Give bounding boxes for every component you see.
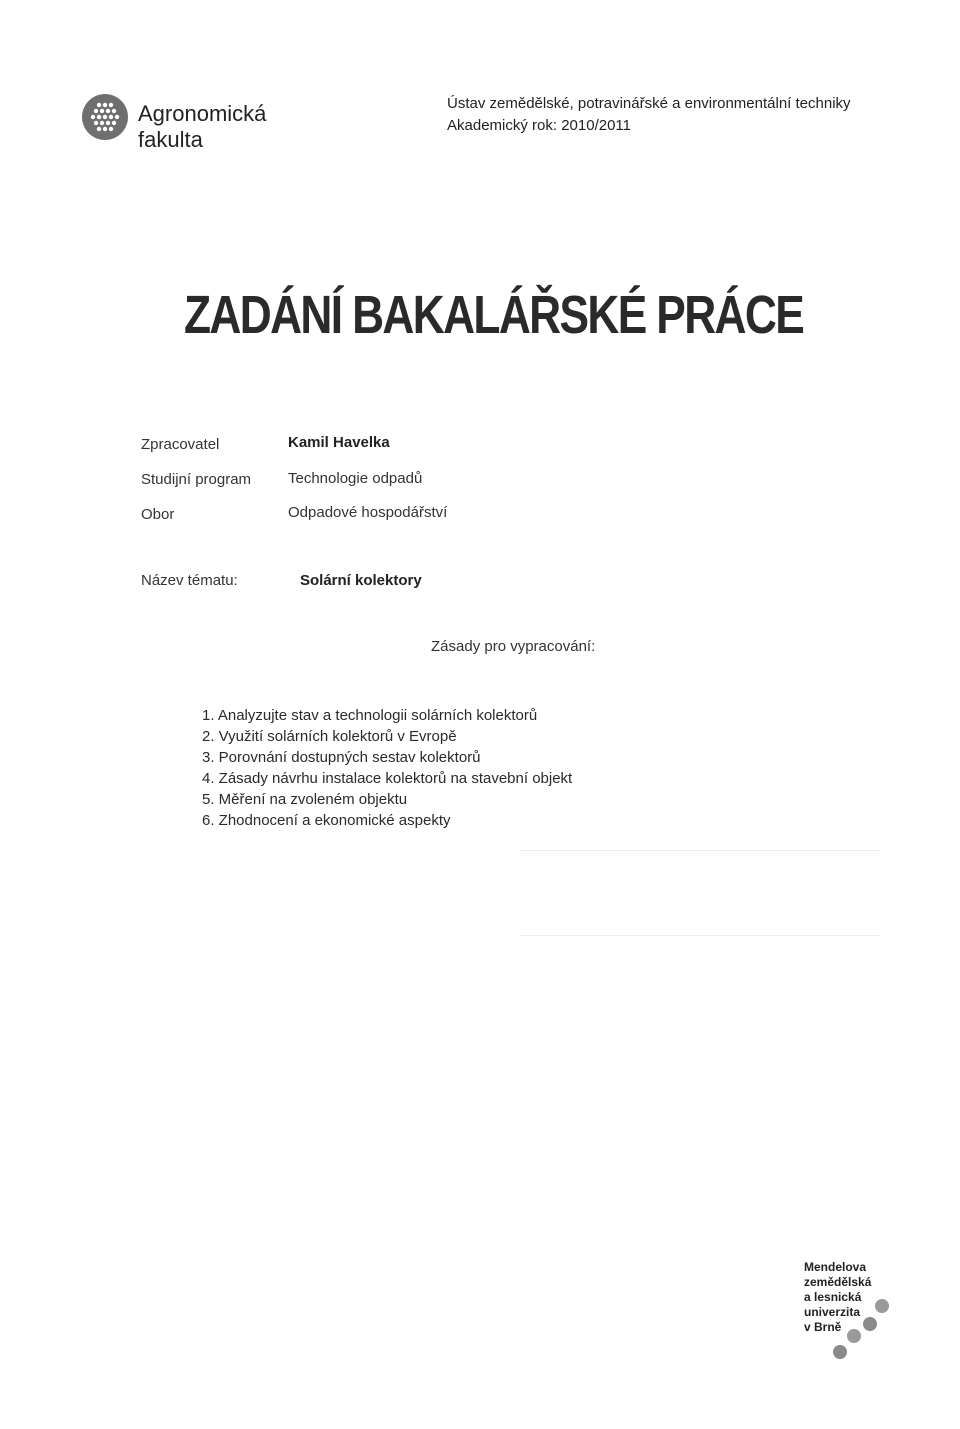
faculty-name [138, 101, 266, 153]
list-item: 1. Analyzujte stav a technologii solárních kolektorů [202, 707, 538, 724]
faculty-logo-icon [82, 94, 128, 140]
university-line2: zemědělská [804, 1275, 872, 1289]
list-item: 5. Měření na zvoleném objektu [202, 791, 408, 808]
field-label-author: Zpracovatel [141, 436, 220, 453]
list-item: 2. Využití solárních kolektorů v Evropě [202, 728, 457, 745]
university-line5: v Brně [804, 1320, 842, 1334]
field-value-program: Technologie odpadů [288, 470, 423, 487]
academic-year: Akademický rok: 2010/2011 [447, 117, 631, 134]
bleed-through-line [520, 935, 880, 936]
list-item: 4. Zásady návrhu instalace kolektorů na stavební objekt [202, 770, 573, 787]
university-line1: Mendelova [804, 1260, 867, 1274]
list-item: 3. Porovnání dostupných sestav kolektorů [202, 749, 481, 766]
topic-label: Název tématu: [141, 572, 238, 589]
university-dots-icon [830, 1296, 900, 1370]
institute-block [447, 93, 851, 137]
bleed-through-line [520, 850, 880, 851]
university-line3: a lesnická [804, 1290, 862, 1304]
field-value-author: Kamil Havelka [288, 434, 390, 451]
faculty-line1: Agronomická [138, 101, 267, 126]
principles-heading: Zásady pro vypracování: [431, 638, 596, 655]
field-label-branch: Obor [141, 506, 175, 523]
faculty-line2: fakulta [138, 127, 203, 152]
page-title: ZADÁNÍ BAKALÁŘSKÉ PRÁCE [184, 285, 804, 345]
principles-list [202, 705, 572, 831]
list-item: 6. Zhodnocení a ekonomické aspekty [202, 812, 451, 829]
topic-value: Solární kolektory [300, 572, 422, 589]
institute-name: Ústav zemědělské, potravinářské a environmentální techniky [447, 95, 851, 112]
field-value-branch: Odpadové hospodářství [288, 504, 448, 521]
university-line4: univerzita [804, 1305, 861, 1319]
field-label-program: Studijní program [141, 471, 252, 488]
